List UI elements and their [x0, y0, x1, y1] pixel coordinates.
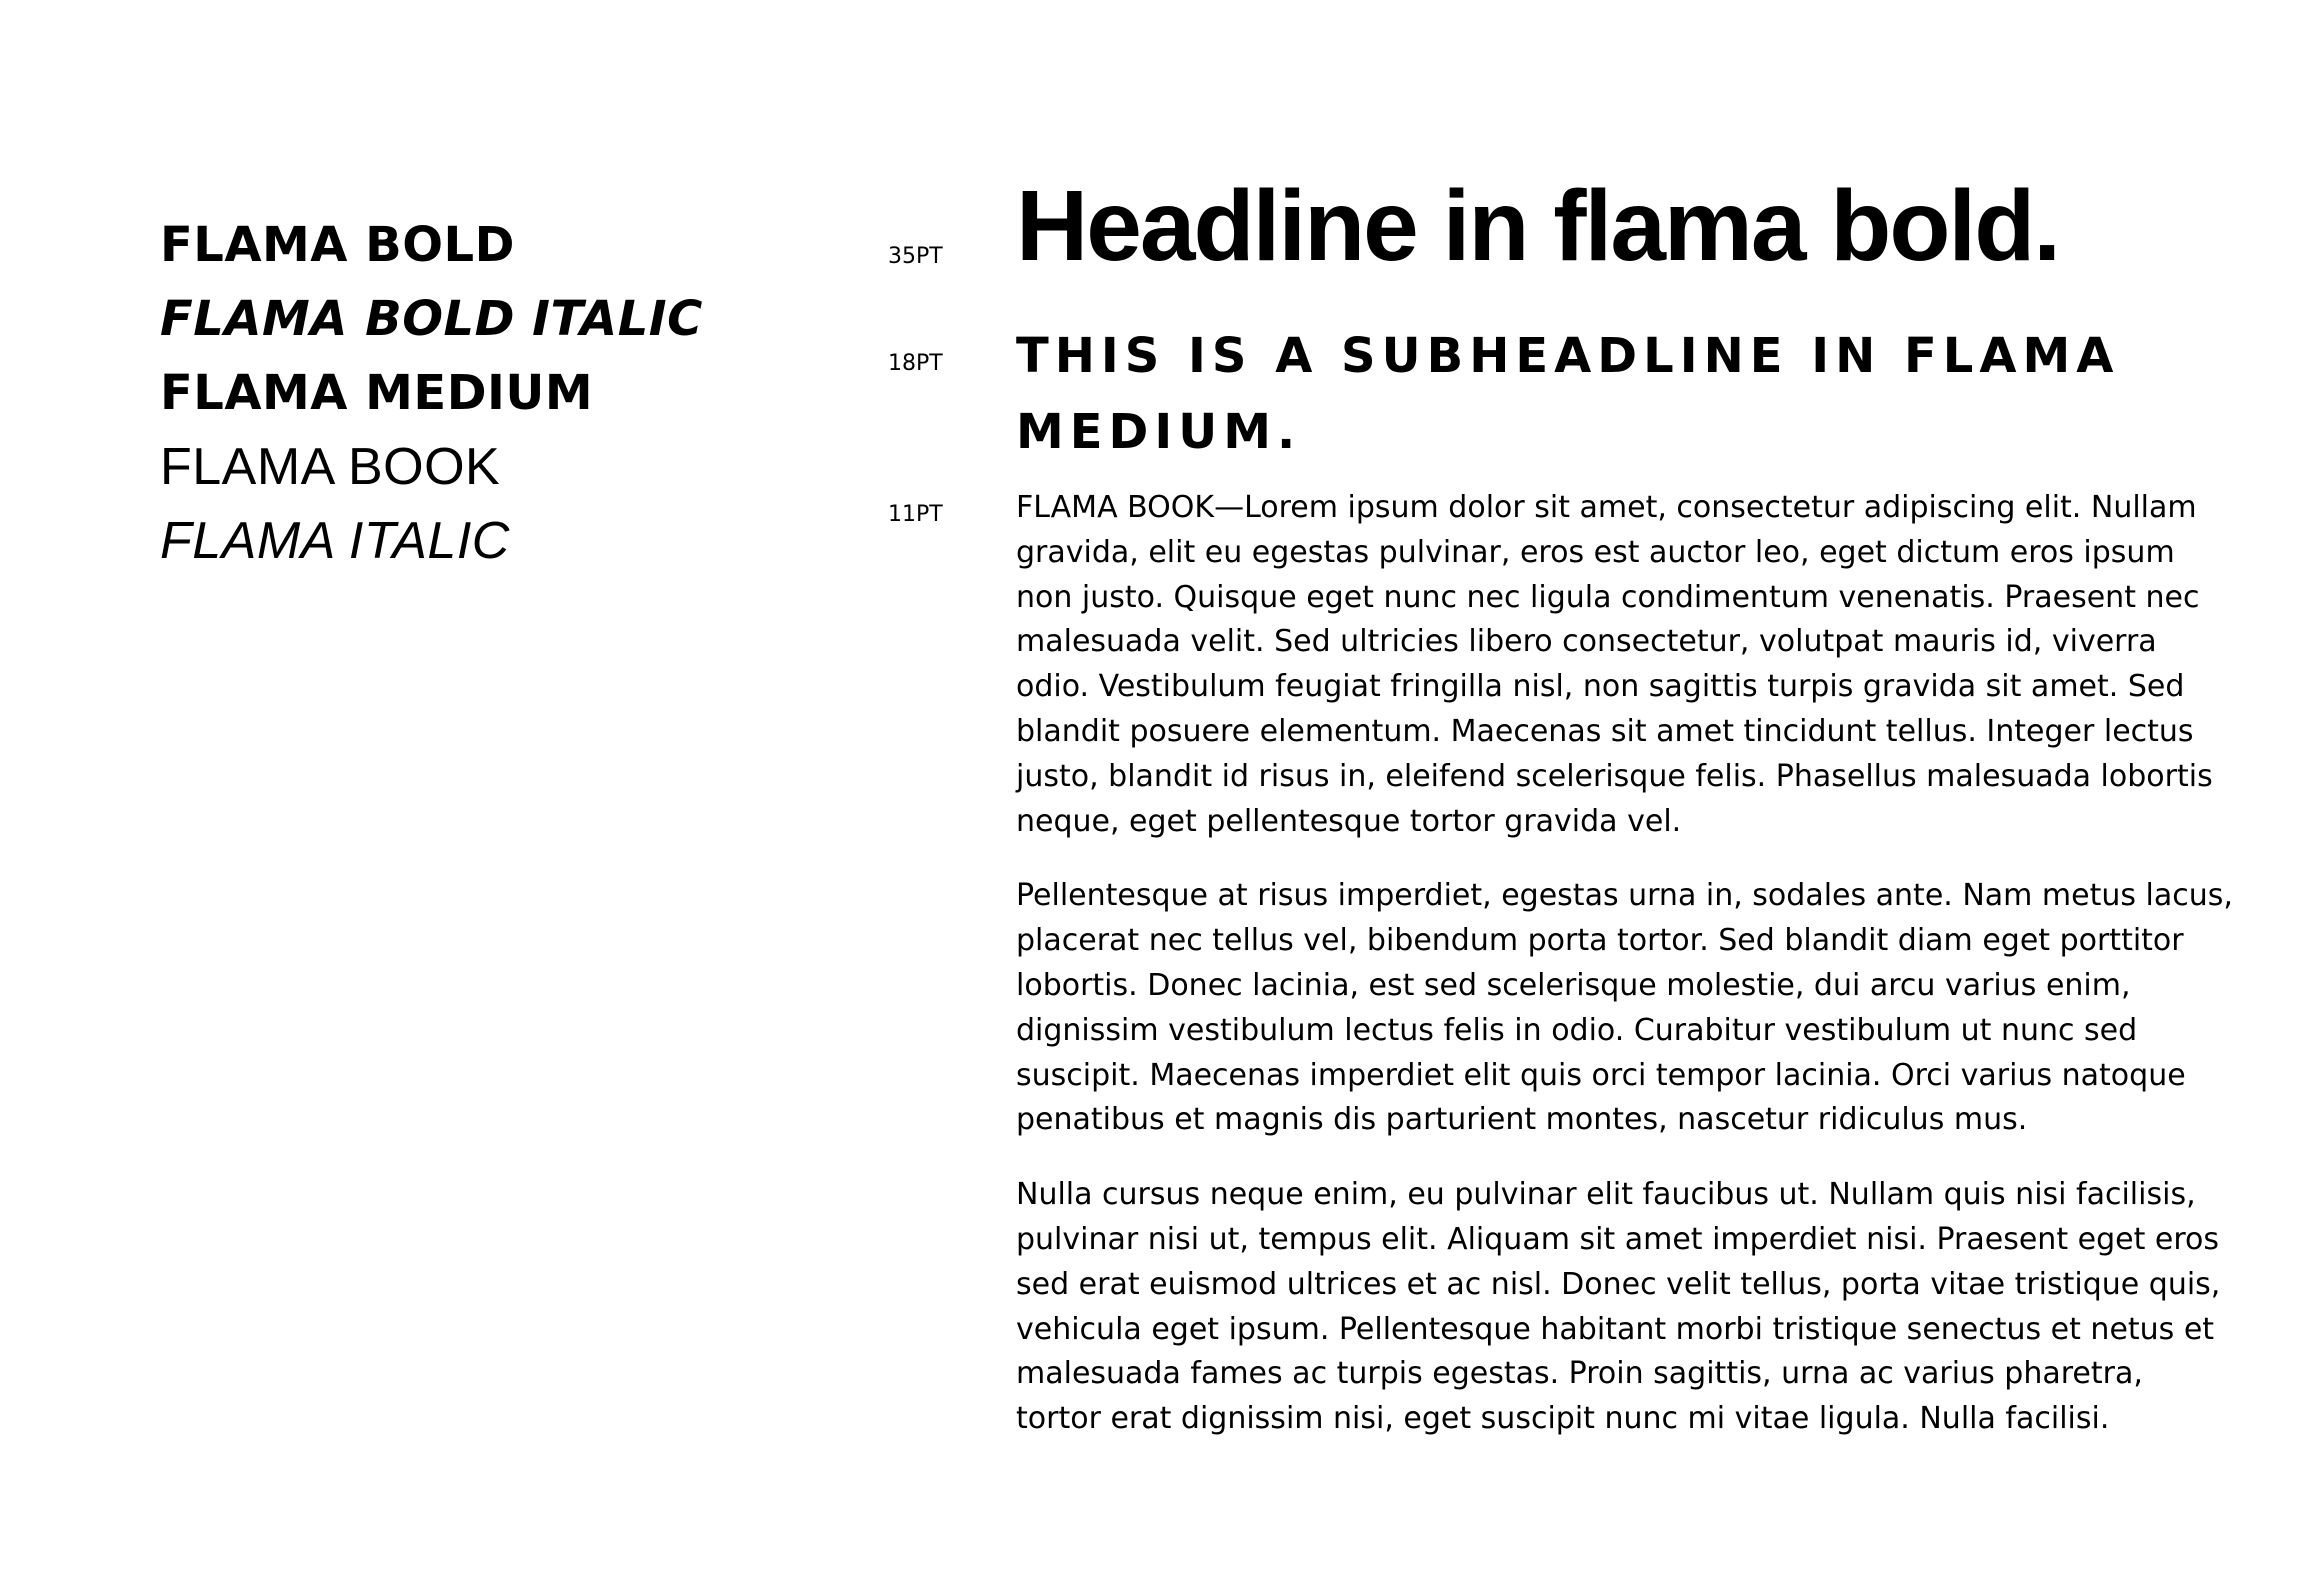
headline-size-label: 35PT — [888, 244, 943, 269]
subheadline: THIS IS A SUBHEADLINE IN FLAMA MEDIUM. — [1016, 328, 2120, 460]
font-sample-book: FLAMA BOOK — [160, 438, 501, 496]
body-text — [1016, 486, 2236, 1472]
body-size-label: 11PT — [888, 502, 943, 527]
font-sample-italic: FLAMA ITALIC — [160, 512, 510, 570]
body-paragraph-2: Pellentesque at risus imperdiet, egestas urna in, sodales ante. Nam metus lacus, placerat nec tellus vel, bibendum porta tortor. Sed blandit diam eget porttitor lobortis. Donec lacinia, est sed scelerisque molestie, dui arcu varius enim, dignissim vestibulum lectus felis in odio. Curabitur vestibulum ut nunc sed suscipit. Maecenas imperdiet elit quis orci tempor lacinia. Orci varius natoque penatibus et magnis dis parturient montes, nascetur ridiculus mus. — [1016, 878, 2233, 1138]
headline: Headline in flama bold. — [1016, 170, 2060, 282]
font-sample-medium: FLAMA MEDIUM — [160, 365, 594, 421]
body-paragraph-1: FLAMA BOOK—Lorem ipsum dolor sit amet, consectetur adipiscing elit. Nullam gravida, elit eu egestas pulvinar, eros est auctor leo, eget dictum eros ipsum non justo. Quisque eget nunc nec ligula condimentum venenatis. Praesent nec malesuada velit. Sed ultricies libero consectetur, volutpat mauris id, viverra odio. Vestibulum feugiat fringilla nisl, non sagittis turpis gravida sit amet. Sed blandit posuere elementum. Maecenas sit amet tincidunt tellus. Integer lectus justo, blandit id risus in, eleifend scelerisque felis. Phasellus malesuada lobortis neque, eget pellentesque tortor gravida vel. — [1016, 490, 2213, 839]
font-sample-bold-italic: FLAMA BOLD ITALIC — [160, 291, 703, 347]
font-sample-bold: FLAMA BOLD — [160, 217, 515, 273]
subheadline-size-label: 18PT — [888, 351, 943, 376]
font-weight-list — [160, 208, 703, 578]
body-paragraph-3: Nulla cursus neque enim, eu pulvinar elit faucibus ut. Nullam quis nisi facilisis, pulvinar nisi ut, tempus elit. Aliquam sit amet imperdiet nisi. Praesent eget eros sed erat euismod ultrices et ac nisl. Donec velit tellus, porta vitae tristique quis, vehicula eget ipsum. Pellentesque habitant morbi tristique senectus et netus et malesuada fames ac turpis egestas. Proin sagittis, urna ac varius pharetra, tortor erat dignissim nisi, eget suscipit nunc mi vitae ligula. Nulla facilisi. — [1016, 1177, 2221, 1437]
